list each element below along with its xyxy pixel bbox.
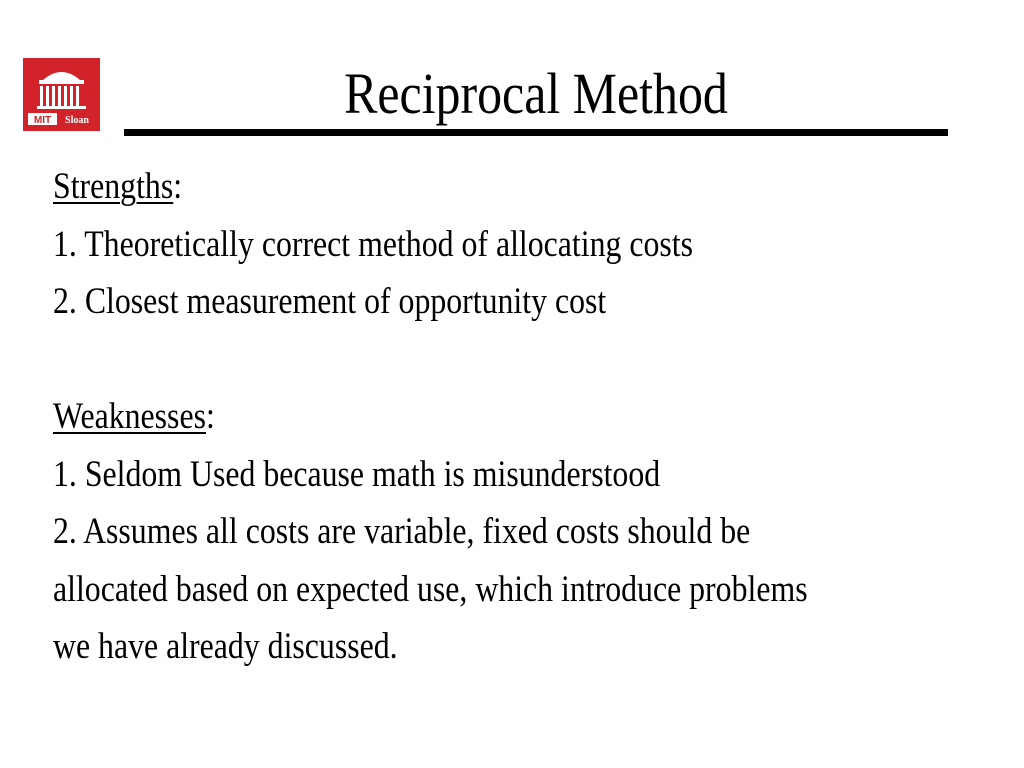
weaknesses-item: 1. Seldom Used because math is misunderstood (53, 453, 661, 495)
svg-text:Sloan: Sloan (65, 115, 89, 126)
strengths-heading-colon: : (173, 166, 183, 207)
mit-sloan-logo (23, 58, 100, 131)
svg-text:MIT: MIT (33, 115, 52, 126)
weaknesses-heading-label: Weaknesses (53, 396, 206, 437)
weaknesses-item: 2. Assumes all costs are variable, fixed costs should be (53, 511, 751, 552)
weaknesses-heading-colon: : (205, 396, 215, 437)
spacer (53, 331, 983, 389)
strengths-heading (53, 158, 853, 216)
strengths-item: 2. Closest measurement of opportunity cost (53, 281, 607, 322)
strengths-item: 1. Theoretically correct method of allocating costs (53, 223, 694, 265)
strengths-heading-label: Strengths (53, 166, 174, 207)
title-underline-rule (124, 129, 948, 136)
weaknesses-item-continued: allocated based on expected use, which introduce problems (53, 568, 808, 610)
weaknesses-item-continued: we have already discussed. (53, 626, 398, 667)
slide-title: Reciprocal Method (344, 61, 728, 126)
weaknesses-heading (53, 388, 853, 446)
slide-body (53, 158, 983, 676)
